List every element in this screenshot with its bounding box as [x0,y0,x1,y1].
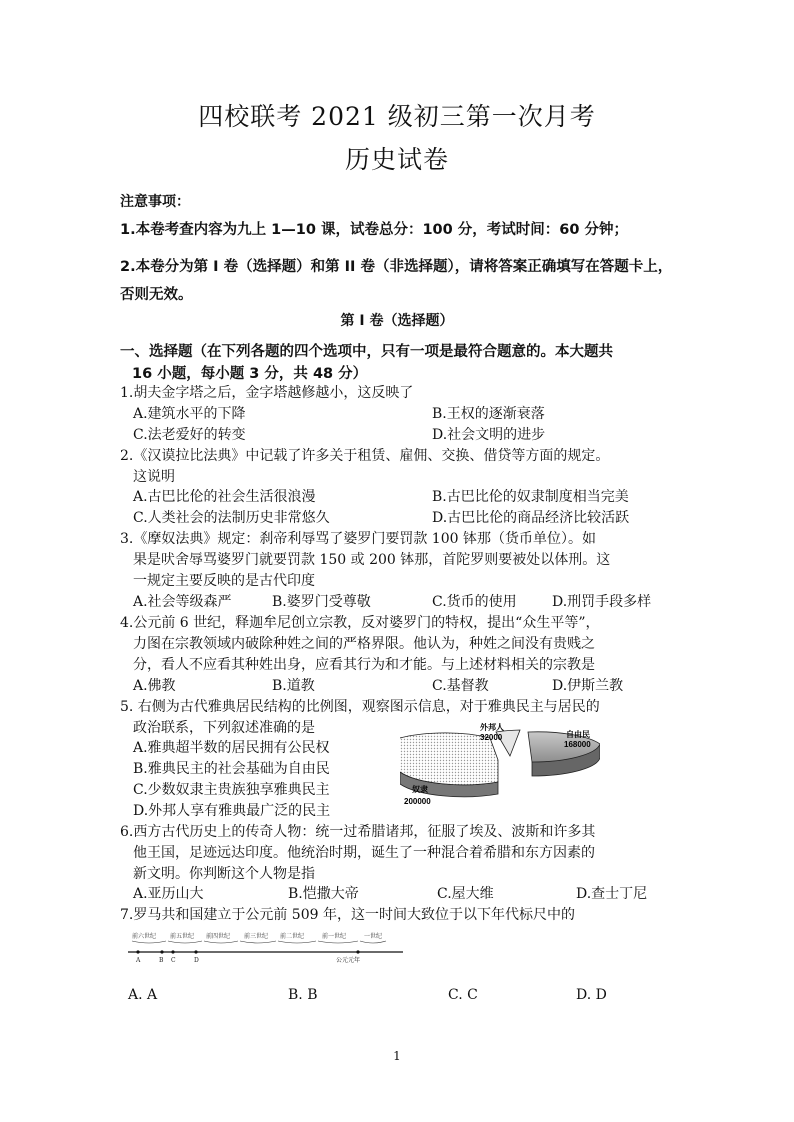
value-free: 168000 [564,740,591,749]
century-label: 前一世纪 [322,933,347,940]
question-5-option-c[interactable]: C.少数奴隶主贵族独享雅典民主 [133,782,330,798]
timeline-point-a [136,950,139,953]
volume-title: 第 I 卷（选择题） [340,313,454,329]
timeline-label-c: C [171,957,176,964]
question-5-option-d[interactable]: D.外邦人享有雅典最广泛的民主 [133,803,331,819]
notice-heading: 注意事项： [120,194,190,210]
page-number: 1 [393,1049,401,1063]
question-1-option-a[interactable]: A.建筑水平的下降 [133,406,246,422]
notice-item: 1.本卷考查内容为九上 1—10 课，试卷总分：100 分，考试时间：60 分钟； [120,222,629,238]
question-3-option-d[interactable]: D.刑罚手段多样 [552,594,652,610]
stem-line: 2.《汉谟拉比法典》中记载了许多关于租赁、雇佣、交换、借贷等方面的规定。 [120,448,610,464]
timeline-label-d: D [194,957,199,964]
question-3-option-a[interactable]: A.社会等级森严 [133,594,232,610]
value-slaves: 200000 [404,797,431,806]
residents-pie-chart [400,720,600,820]
question-6-option-d[interactable]: D.查士丁尼 [576,886,648,902]
label-foreigners: 外邦人 [480,723,504,732]
question-7-option-d[interactable]: D. D [576,987,607,1003]
stem-line: 新文明。你判断这个人物是指 [133,866,315,882]
stem-line: 6.西方古代历史上的传奇人物：统一过希腊诸邦，征服了埃及、波斯和许多其 [120,824,596,840]
question-6-option-b[interactable]: B.恺撒大帝 [288,886,359,902]
question-5-option-b[interactable]: B.雅典民主的社会基础为自由民 [133,761,330,777]
stem-line: 果是吠舍辱骂婆罗门就要罚款 150 或 200 钵那，首陀罗则要被处以体刑。这 [133,552,611,568]
question-5-option-a[interactable]: A.雅典超半数的居民拥有公民权 [133,740,330,756]
timeline-label-b: B [159,957,164,964]
timeline-point-c [171,950,174,953]
question-6-option-c[interactable]: C.屋大维 [437,886,494,902]
question-7-option-a[interactable]: A. A [128,987,158,1003]
question-4-option-d[interactable]: D.伊斯兰教 [552,678,624,694]
question-6-option-a[interactable]: A.亚历山大 [133,886,204,902]
question-4-stem [120,613,685,676]
timeline-point-b [160,950,163,953]
question-3-option-c[interactable]: C.货币的使用 [432,594,517,610]
century-label: 前六世纪 [132,933,157,940]
exam-title: 四校联考 2021 级初三第一次月考 [198,102,596,131]
section-line: 16 小题，每小题 3 分，共 48 分） [132,366,368,382]
stem-line: 分，看人不应看其种姓出身，应看其行为和才能。与上述材料相关的宗教是 [133,657,595,673]
question-7-stem: 7.罗马共和国建立于公元前 509 年，这一时间大致位于以下年代标尺中的 [120,907,575,923]
century-label: 前二世纪 [280,933,305,940]
century-label: 前四世纪 [206,933,231,940]
question-2-option-b[interactable]: B.古巴比伦的奴隶制度相当完美 [432,489,629,505]
value-foreigners: 32000 [480,733,503,742]
stem-line: 4.公元前 6 世纪，释迦牟尼创立宗教，反对婆罗门的特权，提出“众生平等”， [120,615,600,631]
section-line: 一、选择题（在下列各题的四个选项中，只有一项是最符合题意的。本大题共 [120,344,613,360]
timeline-year-zero-label: 公元元年 [336,957,361,964]
stem-line: 5. 右侧为古代雅典居民结构的比例图，观察图示信息，对于雅典民主与居民的 [120,699,600,715]
timeline-point-d [194,950,197,953]
notice-item: 2.本卷分为第 I 卷（选择题）和第 II 卷（非选择题），请将答案正确填写在答题卡上，否则无效。 [120,259,673,303]
century-label: 前三世纪 [244,933,269,940]
stem-line: 3.《摩奴法典》规定：刹帝利辱骂了婆罗门要罚款 100 钵那（货币单位）。如 [120,531,596,547]
stem-line: 他王国，足迹远达印度。他统治时期，诞生了一种混合着希腊和东方因素的 [133,845,595,861]
question-7-option-c[interactable]: C. C [448,987,478,1003]
question-2-option-a[interactable]: A.古巴比伦的社会生活很浪漫 [133,489,316,505]
era-timeline [128,928,408,978]
question-1-option-d[interactable]: D.社会文明的进步 [432,427,546,443]
question-2-option-d[interactable]: D.古巴比伦的商品经济比较活跃 [432,510,630,526]
question-4-option-a[interactable]: A.佛教 [133,678,176,694]
section-heading [120,341,680,385]
stem-line: 政治联系，下列叙述准确的是 [133,720,315,736]
question-3-stem [120,529,685,592]
question-3-option-b[interactable]: B.婆罗门受尊敬 [272,594,371,610]
timeline-point-year-zero [356,950,359,953]
question-1-option-b[interactable]: B.王权的逐渐衰落 [432,406,545,422]
question-6-stem [120,822,685,885]
stem-line: 力图在宗教领域内破除种姓之间的严格界限。他认为，种姓之间没有贵贱之 [133,636,595,652]
century-label: 一世纪 [364,933,383,940]
question-1-option-c[interactable]: C.法老爱好的转变 [133,427,246,443]
question-1-stem: 1.胡夫金字塔之后，金字塔越修越小，这反映了 [120,385,414,401]
century-label: 前五世纪 [170,933,195,940]
question-4-option-c[interactable]: C.基督教 [432,678,489,694]
question-7-option-b[interactable]: B. B [288,987,318,1003]
label-slaves: 奴隶 [412,785,428,794]
question-2-option-c[interactable]: C.人类社会的法制历史非常悠久 [133,510,330,526]
question-2-stem [120,446,685,488]
stem-line: 这说明 [133,469,175,485]
stem-line: 一规定主要反映的是古代印度 [133,573,315,589]
timeline-label-a: A [136,957,141,964]
exam-subject: 历史试卷 [344,145,449,174]
label-free: 自由民 [566,730,590,739]
question-4-option-b[interactable]: B.道教 [272,678,315,694]
